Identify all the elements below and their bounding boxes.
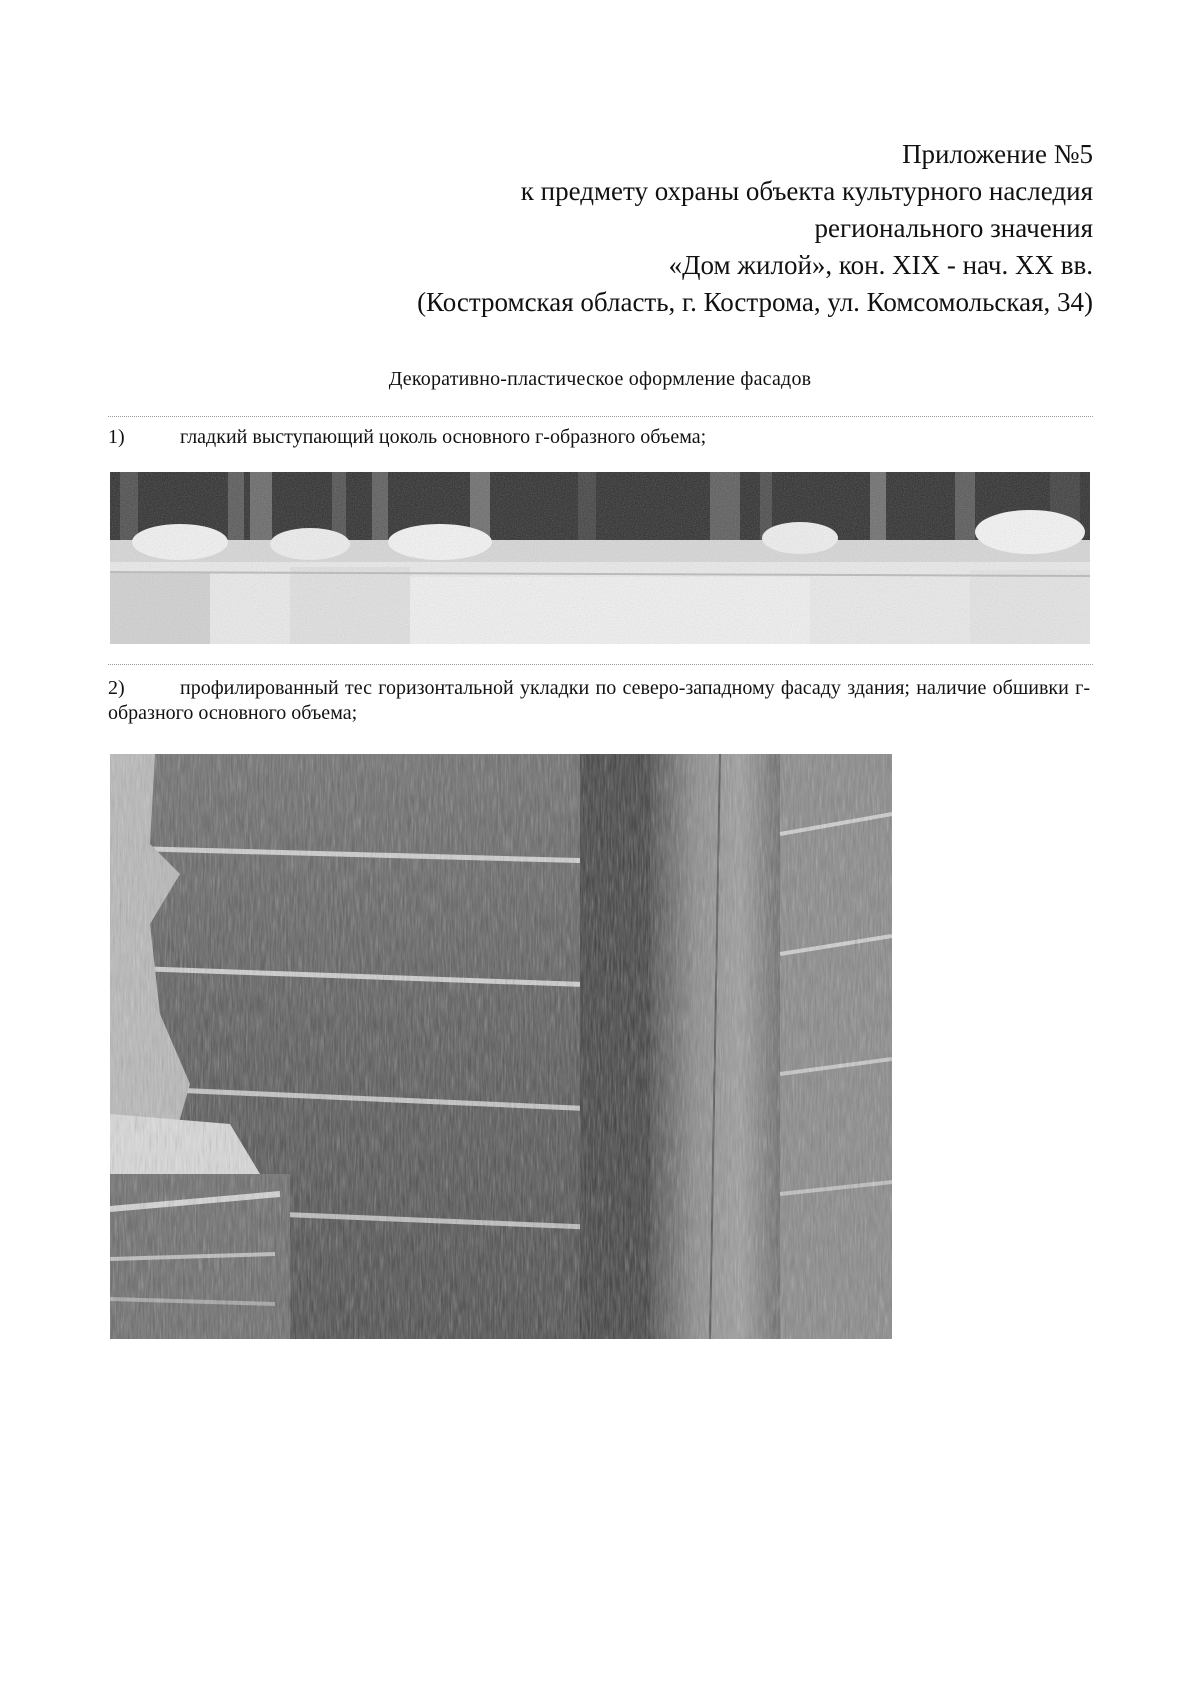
list-item-number: 1) (108, 426, 125, 448)
photo-plinth-image (110, 472, 1090, 644)
list-item-number: 2) (108, 677, 125, 699)
appendix-address: (Костромская область, г. Кострома, ул. Комсомольская, 34) (417, 287, 1093, 317)
appendix-significance: регионального значения (814, 213, 1093, 243)
divider (108, 664, 1093, 665)
list-item-2 (108, 676, 1090, 726)
appendix-object-name: «Дом жилой», кон. XIX - нач. XX вв. (668, 250, 1093, 280)
appendix-header (333, 136, 1093, 321)
list-item-text: профилированный тес горизонтальной укладки по северо-западному фасаду здания; наличие обшивки г-образного основного объема; (108, 677, 1090, 724)
photo-boarding (110, 754, 892, 1339)
section-title: Декоративно-пластическое оформление фасадов (388, 368, 812, 390)
photo-plinth (110, 472, 1090, 644)
divider (108, 416, 1093, 417)
appendix-number: Приложение №5 (902, 139, 1093, 169)
appendix-subject: к предмету охраны объекта культурного наследия (520, 176, 1093, 206)
list-item-text: гладкий выступающий цоколь основного г-образного объема; (180, 426, 707, 448)
photo-boarding-image (110, 754, 892, 1339)
list-item-1 (108, 426, 706, 449)
